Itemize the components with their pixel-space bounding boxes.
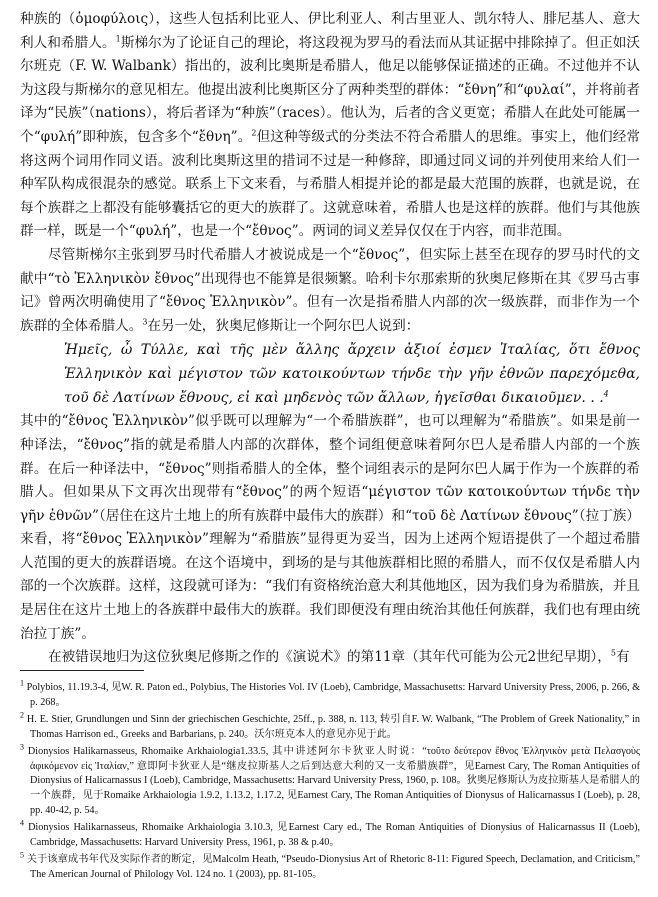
block-quote [20,338,640,410]
text-run: 在另一处，狄奥尼修斯让一个阿尔巴人说到： [147,317,420,334]
footnote-text: Polybios, 11.19.3-4, 见W. R. Paton ed., Polybius, The Histories Vol. IV (Loeb), Cambridge, Massachusetts: Harvard University Press, 2006, p. 266, & p. 268。 [26,682,640,708]
footnote-number: 2 [20,710,24,720]
footnote-ref: 4 [603,389,609,399]
footnotes [20,678,641,885]
paragraph [20,410,640,646]
footnote-ref: 2 [251,128,257,138]
footnote-ref: 3 [142,317,148,327]
text-run: Ἡμεῖς, ὦ Τύλλε, καὶ τῆς μὲν ἄλλης ἄρχειν ἀξιοί ἐσμεν Ἰταλίας, ὅτι ἔθνος Ἑλληνικὸν καὶ μέγιστον τῶν κατοικούντων τήνδε τὴν γῆν ἐθνῶν παρεχόμεθα, τοῦ δὲ Λατίνων ἔθνους, εἰ καὶ μηδενὸς τῶν ἄλλων, ἡγεῖσθαι δικαιοῦμεν. . . [64,342,640,407]
footnote [20,742,640,820]
footnote-ref: 5 [610,648,616,658]
footnote-text: Dionysios Halikarnasseus, Rhomaike Arkhaiologia 3.10.3, 见Earnest Cary ed., The Roman Antiquities of Dionysius of Halicarnassus II (Loeb), Cambridge, Massachusetts: Harvard University Press, 1961, p. 38 & p.40。 [28,822,641,849]
main-text [20,8,640,670]
paragraph [20,646,640,670]
footnote-number: 4 [20,818,24,828]
footnote [20,850,640,883]
text-run: 种族的（ὁμοφύλοις），这些人包括利比亚人、伊比利亚人、利古里亚人、凯尔特人、腓尼基人、意大利人和希腊人。 [20,11,640,51]
footnote-number: 5 [20,850,24,860]
text-run: 但这种等级式的分类法不符合希腊人的思维。事实上，他们经常将这两个词用作同义语。波利比奥斯这里的措词不过是一种修辞，即通过同义词的并列使用来给人们一种军队构成很混杂的感觉。联系上下文来看，与希腊人相提并论的都是最大范围的族群，也就是说，在每个族群之上都没有能够囊括它的更大的族群了。这就意味着，希腊人也是这样的族群。他们与其他族群一样，既是一个“φυλή”，也是一个“ἔθνος”。两词的词义差异仅仅在于内容，而非范围。 [20,128,640,240]
text-run: 尽管斯梯尔主张到罗马时代希腊人才被说成是一个“ἔθνος”，但实际上甚至在现存的罗马时代的文献中“τὸ Ἑλληνικὸν ἔθνος”出现得也不能算是很频繁。哈利卡尔那索斯的狄奥尼修斯在其《罗马古事记》曾两次明确使用了“ἔθνος Ἑλληνικὸν”。但有一次是指希腊人内部的次一级族群，而非作为一个族群的全体希腊人。 [20,246,640,334]
text-run: 斯梯尔为了论证自己的理论，将这段视为罗马的看法而从其证据中排除掉了。但正如沃尔班克（F. W. Walbank）指出的，波利比奥斯是希腊人，他足以能够保证描述的正确。不过他并不认为这段与斯梯尔的意见相左。他提出波利比奥斯区分了两种类型的群体：“ἔθνη”和“φυλαί”，并将前者译为“民族”（nations），将后者译为“种族”（races）。他认为，后者的含义更宽；希腊人在此处可能属一个“φυλή”即种族，包含多个“ἔθνη”。 [20,34,641,145]
text-run: 有 [616,649,630,666]
text-run: 在被错误地归为这位狄奥尼修斯之作的《演说术》的第11章（其年代可能为公元2世纪早期）， [48,649,611,666]
footnote-number: 3 [20,742,24,752]
footnote [20,818,641,851]
footnote-text: Dionysios Halikarnasseus, Rhomaike Arkhaiologia1.33.5, 其中讲述阿尔卡狄亚人时说：“τοῦτο δεύτερον ἔθνος Ἑλληνικὸν μετὰ Πελασγοὺς ἀφικόμενον εἰς Ἰταλίαν,” 意即阿卡狄亚人是“继皮拉斯基人之后到达意大利的又一支希腊族群”，见Earnest Cary, The Roman Antiquities of Dionysius of Halicarnassus I (Loeb), Cambridge, Massachusetts: Harvard University Press, 1960, p. 108。狄奥尼修斯认为皮拉斯基人是希腊人的一个族群，见于Romaike Arkhaiologia 1.9.2, 1.13.2, 1.17.2, 见Earnest Cary, The Roman Antiquities of Dionysus of Halicarnassus I (Loeb), p. 28, pp. 40-42, p. 54。 [27,745,640,817]
footnote [20,678,640,711]
footnote-text: H. E. Stier, Grundlungen und Sinn der griechischen Geschichte, 25ff., p. 388, n. 113, 转引自F. W. Walbank, “The Problem of Greek Nationality,” in Thomas Harrison ed., Greeks and Barbarians, p. 240。沃尔班克本人的意见亦见于此。 [26,713,641,740]
footnote-text: 关于该章成书年代及实际作者的断定，见Malcolm Heath, “Pseudo-Dionysius Art of Rhetoric 8-11: Figured Speech, Declamation, and Criticism,” The American Journal of Philology Vol. 124 no. 1 (2003), pp. 81-105。 [26,853,640,880]
footnote-ref: 1 [115,34,121,44]
footnote-separator [20,670,144,671]
footnote-number: 1 [20,678,24,688]
paragraph [20,244,640,338]
paragraph [20,8,640,244]
footnote [20,710,641,743]
text-run: 其中的“ἔθνος Ἑλληνικὸν”似乎既可以理解为“一个希腊族群”，也可以理解为“希腊族”。如果是前一种译法，“ἔθνος”指的就是希腊人内部的次群体，整个词组便意味着阿尔巴人是希腊人内部的一个族群。在后一种译法中，“ἔθνος”则指希腊人的全体，整个词组表示的是阿尔巴人属于作为一个族群的希腊人。但如果从下文再次出现带有“ἔθνος”的两个短语“μέγιστον τῶν κατοικούντων τήνδε τὴν γῆν ἐθνῶν”（居住在这片土地上的所有族群中最伟大的族群）和“τοῦ δὲ Λατίνων ἔθνους”（拉丁族）来看，将“ἔθνος Ἑλληνικὸν”理解为“希腊族”显得更为妥当，因为上述两个短语提供了一个超过希腊人范围的更大的族群语境。在这个语境中，到场的是与其他族群相比照的希腊人，而不仅仅是希腊人内部的一个次族群。这样，这段就可译为：“我们有资格统治意大利其他地区，因为我们身为希腊族，并且是居住在这片土地上的各族群中最伟大的族群。我们即便没有理由统治其他任何族群，我们也有理由统治拉丁族”。 [20,413,640,642]
